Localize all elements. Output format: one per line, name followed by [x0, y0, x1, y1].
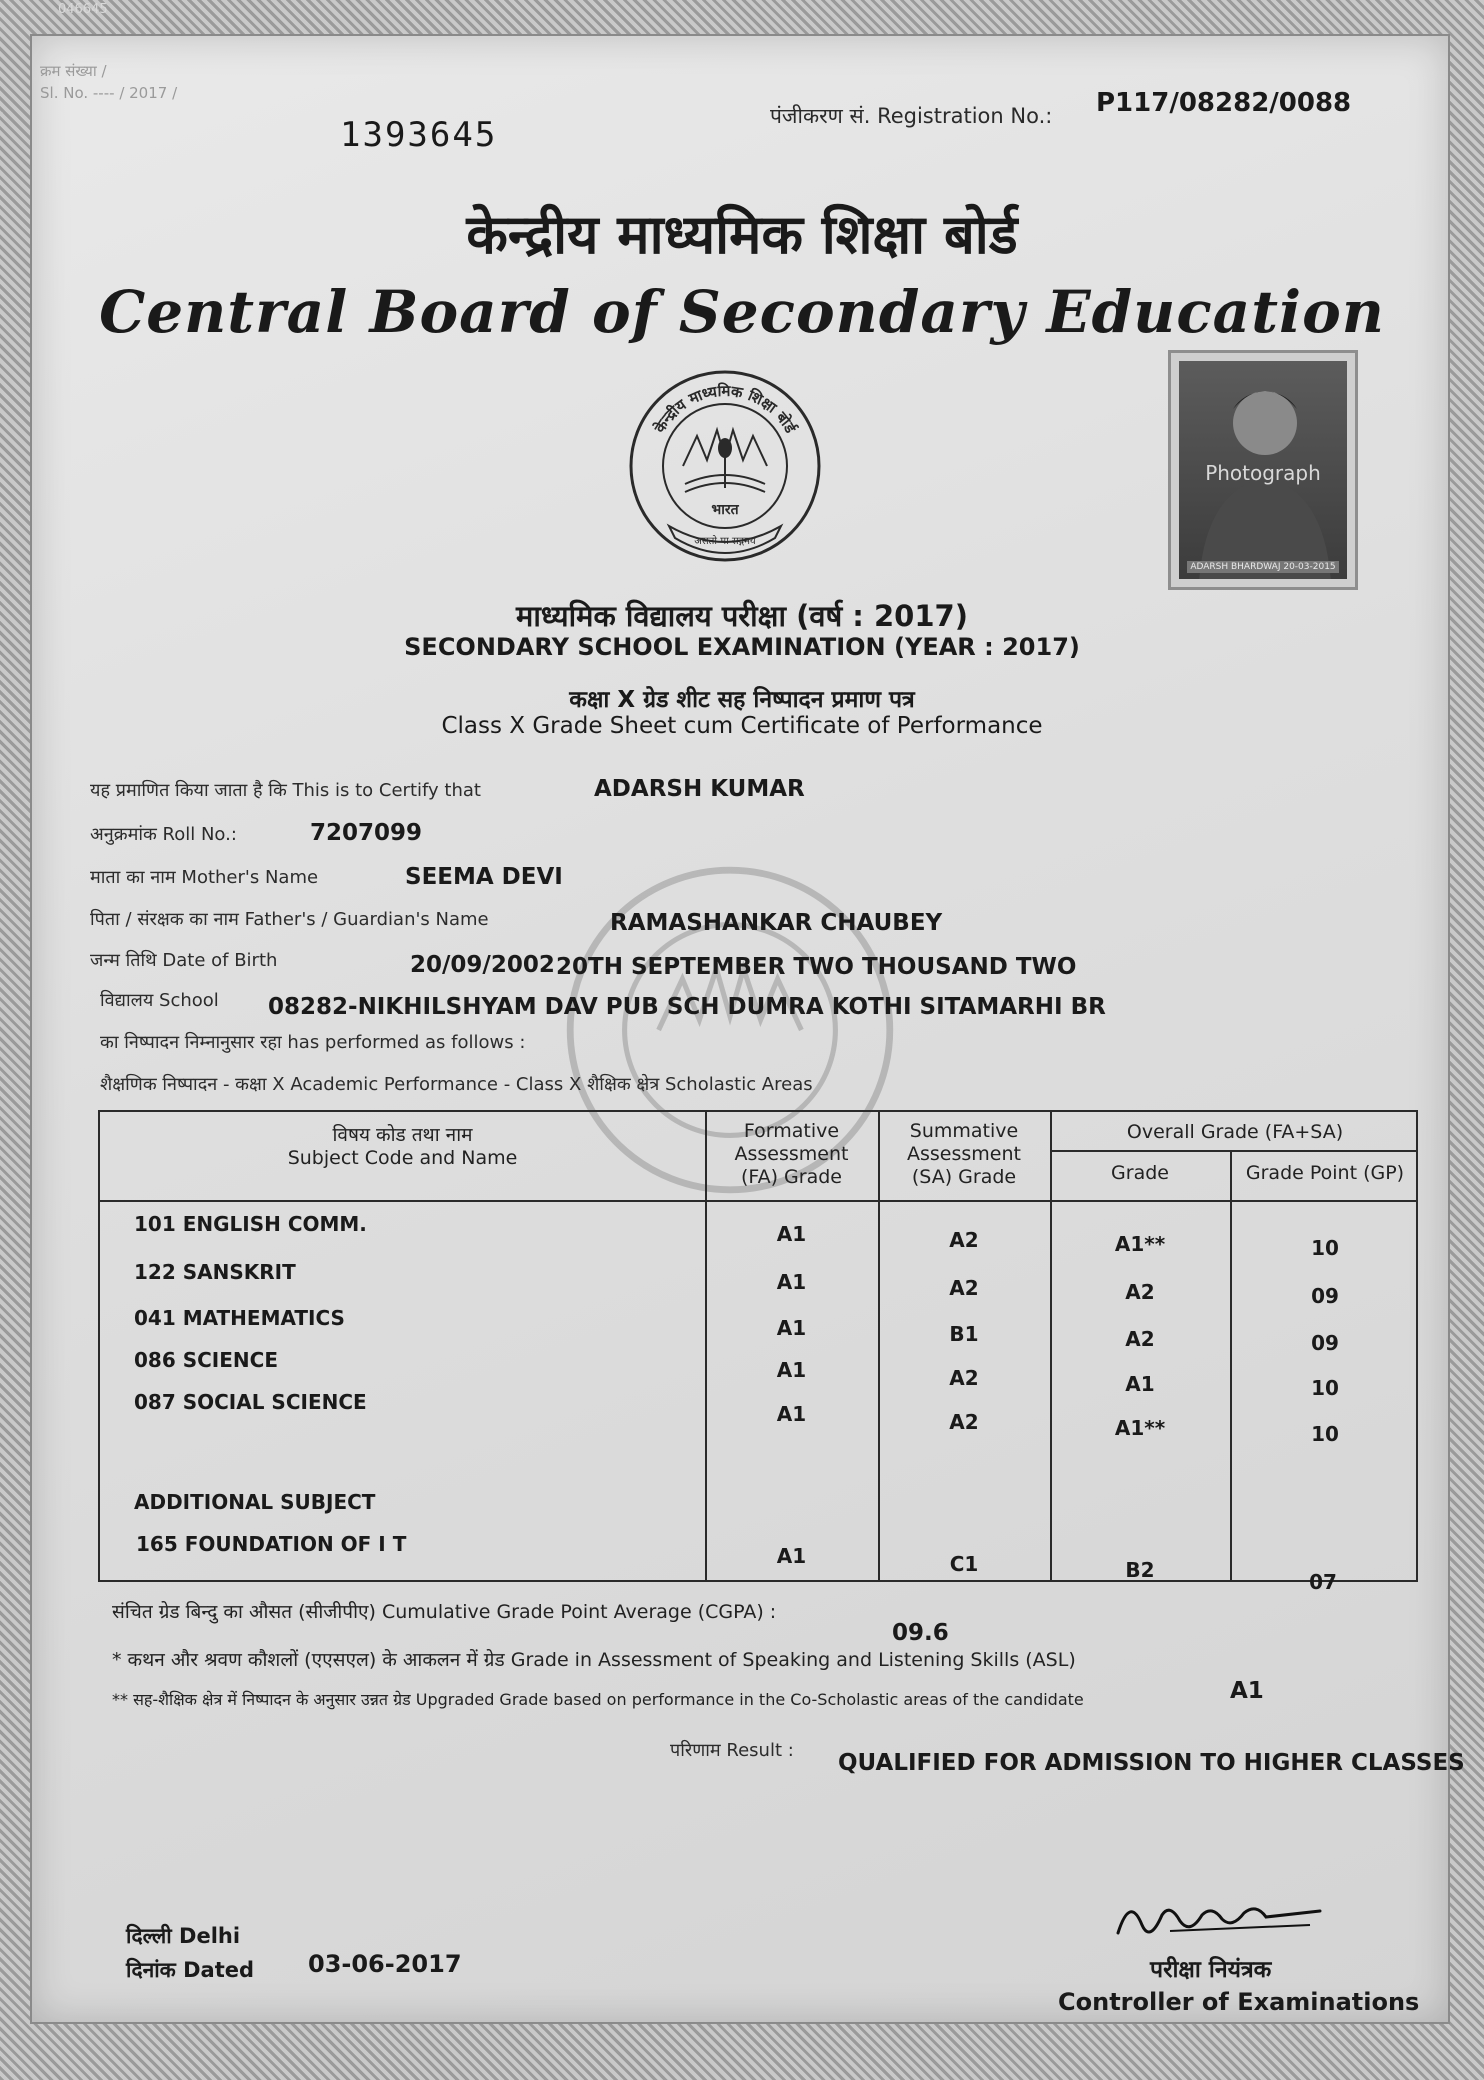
- father-name: RAMASHANKAR CHAUBEY: [610, 910, 943, 936]
- signature-icon: [1110, 1885, 1330, 1945]
- header-divider: [100, 1200, 1416, 1202]
- sa-grade: B1: [949, 1322, 979, 1346]
- grade-point: 09: [1311, 1331, 1339, 1355]
- cgpa-value: 09.6: [892, 1620, 949, 1646]
- seal-top-text: केन्द्रीय माध्यमिक शिक्षा बोर्ड: [650, 381, 800, 437]
- board-name-english: Central Board of Secondary Education: [99, 278, 1385, 346]
- dob: 20/09/2002: [410, 952, 555, 978]
- seal-middle-text: भारत: [711, 502, 739, 518]
- fa-grade: A1: [776, 1358, 807, 1382]
- place: दिल्ली Delhi: [126, 1924, 241, 1948]
- dated-label: दिनांक Dated: [126, 1958, 255, 1982]
- school-label: विद्यालय School: [100, 990, 219, 1011]
- registration-number: P117/08282/0088: [1096, 88, 1352, 118]
- subject-name: 101 ENGLISH COMM.: [134, 1212, 367, 1236]
- sa-grade: C1: [949, 1552, 979, 1576]
- certificate-title-hindi: कक्षा X ग्रेड शीट सह निष्पादन प्रमाण पत्र: [569, 687, 915, 713]
- mother-name-label: माता का नाम Mother's Name: [90, 867, 319, 888]
- additional-grade-point: 07: [1309, 1570, 1337, 1594]
- cbse-seal-icon: [625, 366, 825, 566]
- svg-text:केन्द्रीय माध्यमिक शिक्षा बोर्: [650, 382, 800, 437]
- sa-grade: A2: [949, 1410, 979, 1434]
- header-sa-line2: Assessment: [907, 1143, 1021, 1165]
- board-name-hindi: केन्द्रीय माध्यमिक शिक्षा बोर्ड: [466, 202, 1018, 266]
- result-value: QUALIFIED FOR ADMISSION TO HIGHER CLASSES: [838, 1750, 1465, 1776]
- serial-label: [40, 60, 177, 104]
- fa-grade: A1: [776, 1270, 807, 1294]
- fa-grade: A1: [776, 1222, 807, 1246]
- fa-grade: A1: [776, 1544, 807, 1568]
- grade-point: 10: [1311, 1376, 1339, 1400]
- overall-grade: A2: [1125, 1327, 1155, 1351]
- overall-grade: A2: [1125, 1280, 1155, 1304]
- exam-title-hindi: माध्यमिक विद्यालय परीक्षा (वर्ष : 2017): [516, 599, 968, 633]
- photo-label: Photograph: [1205, 461, 1321, 485]
- header-fa-line1: Formative: [743, 1120, 840, 1142]
- subject-name: 165 FOUNDATION OF I T: [136, 1532, 407, 1556]
- row-divider: [1050, 1150, 1416, 1152]
- header-grade-point: Grade Point (GP): [1245, 1162, 1405, 1184]
- subject-name: 122 SANSKRIT: [134, 1260, 296, 1284]
- student-name: ADARSH KUMAR: [594, 776, 805, 802]
- overall-grade: A1**: [1114, 1232, 1166, 1256]
- overall-grade: A1: [1125, 1372, 1155, 1396]
- dob-in-words: 20TH SEPTEMBER TWO THOUSAND TWO: [556, 954, 1077, 980]
- issue-date: 03-06-2017: [308, 1950, 462, 1978]
- subject-name: 041 MATHEMATICS: [134, 1306, 345, 1330]
- overall-grade: B2: [1125, 1558, 1155, 1582]
- subject-name: 086 SCIENCE: [134, 1348, 278, 1372]
- col-divider: [1230, 1150, 1232, 1580]
- certificate-title-english: Class X Grade Sheet cum Certificate of Performance: [441, 713, 1043, 739]
- performed-label: का निष्पादन निम्नानुसार रहा has performed as follows :: [100, 1032, 526, 1053]
- upgraded-grade-note: ** सह-शैक्षिक क्षेत्र में निष्पादन के अनुसार उन्नत ग्रेड Upgraded Grade based on performance in the Co-Scholastic areas of the candidate: [112, 1690, 1084, 1709]
- father-name-label: पिता / संरक्षक का नाम Father's / Guardian's Name: [90, 909, 489, 930]
- sa-grade: A2: [949, 1276, 979, 1300]
- dob-label: जन्म तिथि Date of Birth: [90, 950, 278, 971]
- header-grade: Grade: [1111, 1162, 1169, 1184]
- fa-grade: A1: [776, 1402, 807, 1426]
- sa-grade: A2: [949, 1366, 979, 1390]
- serial-label-line2: Sl. No. ---- / 2017 /: [40, 84, 178, 102]
- header-subject-english: Subject Code and Name: [287, 1147, 518, 1169]
- corner-code: 046645: [58, 2, 108, 17]
- marks-table: [98, 1110, 1418, 1582]
- photo-caption: ADARSH BHARDWAJ 20-03-2015: [1187, 561, 1339, 573]
- header-subject: [100, 1124, 705, 1170]
- header-sa-line1: Summative: [909, 1120, 1019, 1142]
- student-photo: [1179, 361, 1347, 579]
- grade-point: 10: [1311, 1422, 1339, 1446]
- subject-name: 087 SOCIAL SCIENCE: [134, 1390, 367, 1414]
- certify-label: यह प्रमाणित किया जाता है कि This is to Certify that: [90, 780, 481, 801]
- roll-no-label: अनुक्रमांक Roll No.:: [90, 824, 237, 845]
- header-overall: Overall Grade (FA+SA): [1126, 1121, 1344, 1143]
- header-fa-line2: Assessment: [734, 1143, 849, 1165]
- mother-name: SEEMA DEVI: [405, 864, 563, 890]
- controller-hindi: परीक्षा नियंत्रक: [1150, 1957, 1272, 1983]
- roll-no: 7207099: [310, 820, 423, 846]
- header-fa: [705, 1120, 878, 1189]
- seal-motto: असतो मा सद्गमय: [694, 536, 756, 547]
- student-photo-frame: [1168, 350, 1358, 590]
- grade-point: 10: [1311, 1236, 1339, 1260]
- header-sa: [878, 1120, 1050, 1189]
- exam-title-english: SECONDARY SCHOOL EXAMINATION (YEAR : 2017): [404, 633, 1080, 661]
- grade-point: 09: [1311, 1284, 1339, 1308]
- fa-grade: A1: [776, 1316, 807, 1340]
- cgpa-label: संचित ग्रेड बिन्दु का औसत (सीजीपीए) Cumulative Grade Point Average (CGPA) :: [112, 1601, 777, 1623]
- serial-number: 1393645: [340, 115, 498, 155]
- additional-subject-label: ADDITIONAL SUBJECT: [134, 1490, 376, 1514]
- school-name: 08282-NIKHILSHYAM DAV PUB SCH DUMRA KOTHI SITAMARHI BR: [268, 994, 1106, 1020]
- asl-grade: A1: [1230, 1678, 1264, 1704]
- overall-grade: A1**: [1114, 1416, 1166, 1440]
- registration-label: पंजीकरण सं. Registration No.:: [770, 104, 1053, 128]
- result-label: परिणाम Result :: [670, 1740, 794, 1761]
- header-fa-line3: (FA) Grade: [741, 1166, 842, 1188]
- header-subject-hindi: विषय कोड तथा नाम: [332, 1124, 473, 1146]
- sa-grade: A2: [949, 1228, 979, 1252]
- serial-label-line1: क्रम संख्या /: [40, 62, 107, 80]
- controller-english: Controller of Examinations: [1058, 1988, 1420, 2016]
- asl-label: * कथन और श्रवण कौशलों (एएसएल) के आकलन में ग्रेड Grade in Assessment of Speaking and Listening Skills (ASL): [112, 1649, 1076, 1671]
- academic-performance-label: शैक्षणिक निष्पादन - कक्षा X Academic Performance - Class X शैक्षिक क्षेत्र Scholastic Areas: [100, 1074, 813, 1095]
- header-sa-line3: (SA) Grade: [911, 1166, 1017, 1188]
